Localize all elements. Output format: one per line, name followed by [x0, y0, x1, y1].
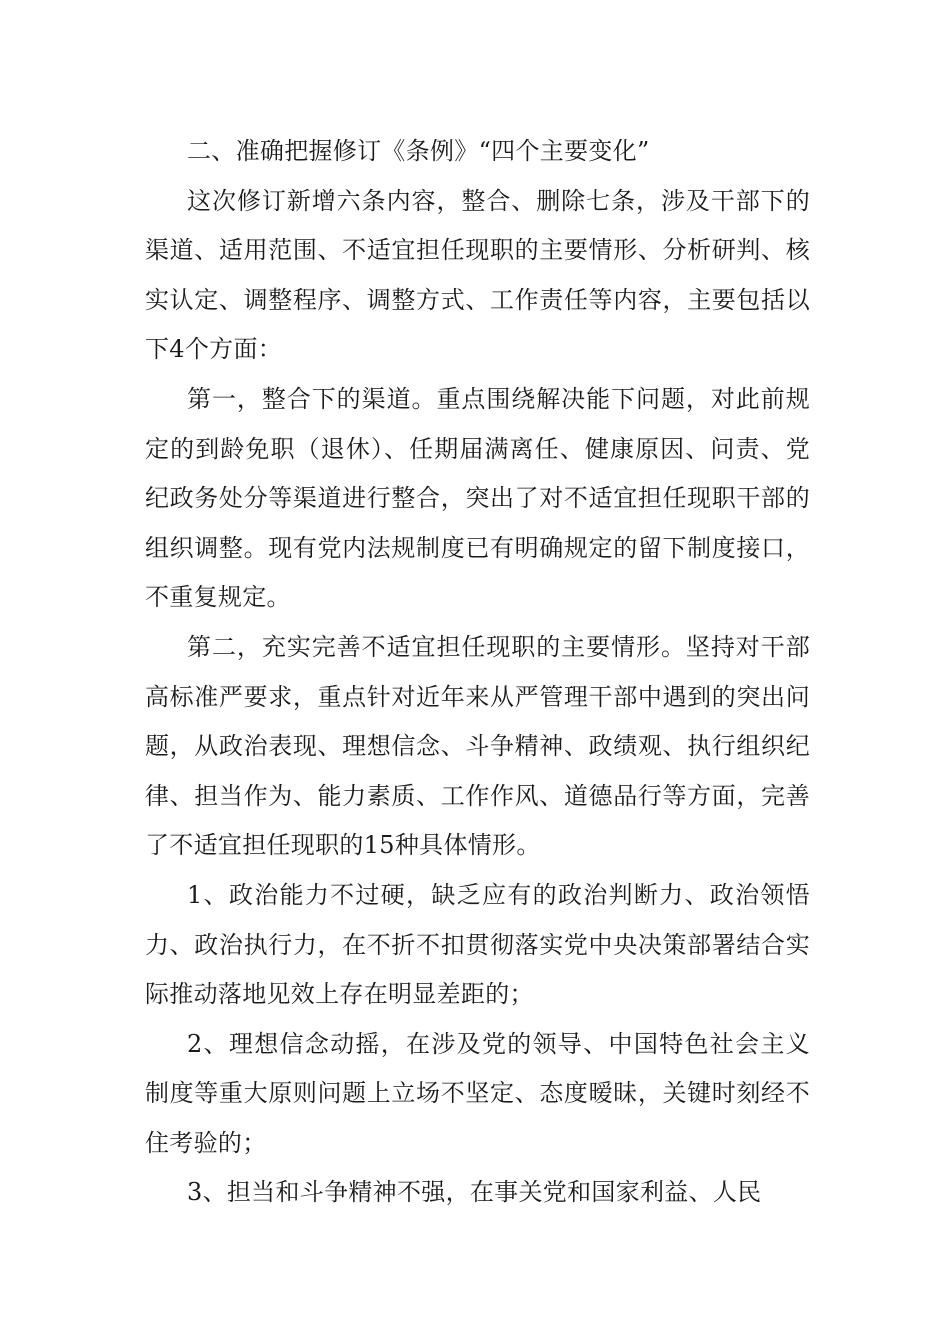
- paragraph-intro: 这次修订新增六条内容，整合、删除七条，涉及干部下的渠道、适用范围、不适宜担任现职的主要情形、分析研判、核实认定、调整程序、调整方式、工作责任等内容，主要包括以下4个方面：: [145, 186, 810, 364]
- list-item-1: 1、政治能力不过硬，缺乏应有的政治判断力、政治领悟力、政治执行力，在不折不扣贯彻落实党中央决策部署结合实际推动落地见效上存在明显差距的；: [145, 880, 810, 1009]
- document-body: [145, 127, 810, 1218]
- section-heading: 二、准确把握修订《条例》“四个主要变化”: [187, 137, 650, 165]
- list-item-3: 3、担当和斗争精神不强，在事关党和国家利益、人民: [187, 1178, 762, 1207]
- paragraph-first-point: 第一，整合下的渠道。重点围绕解决能下问题，对此前规定的到龄免职（退休）、任期届满离任、健康原因、问责、党纪政务处分等渠道进行整合，突出了对不适宜担任现职干部的组织调整。现有党内法规制度已有明确规定的留下制度接口，不重复规定。: [145, 384, 810, 612]
- list-item-2: 2、理想信念动摇，在涉及党的领导、中国特色社会主义制度等重大原则问题上立场不坚定、态度暧昧，关键时刻经不住考验的；: [145, 1029, 810, 1157]
- paragraph-second-point: 第二，充实完善不适宜担任现职的主要情形。坚持对干部高标准严要求，重点针对近年来从严管理干部中遇到的突出问题，从政治表现、理想信念、斗争精神、政绩观、执行组织纪律、担当作为、能力素质、工作作风、道德品行等方面，完善了不适宜担任现职的15种具体情形。: [145, 632, 810, 860]
